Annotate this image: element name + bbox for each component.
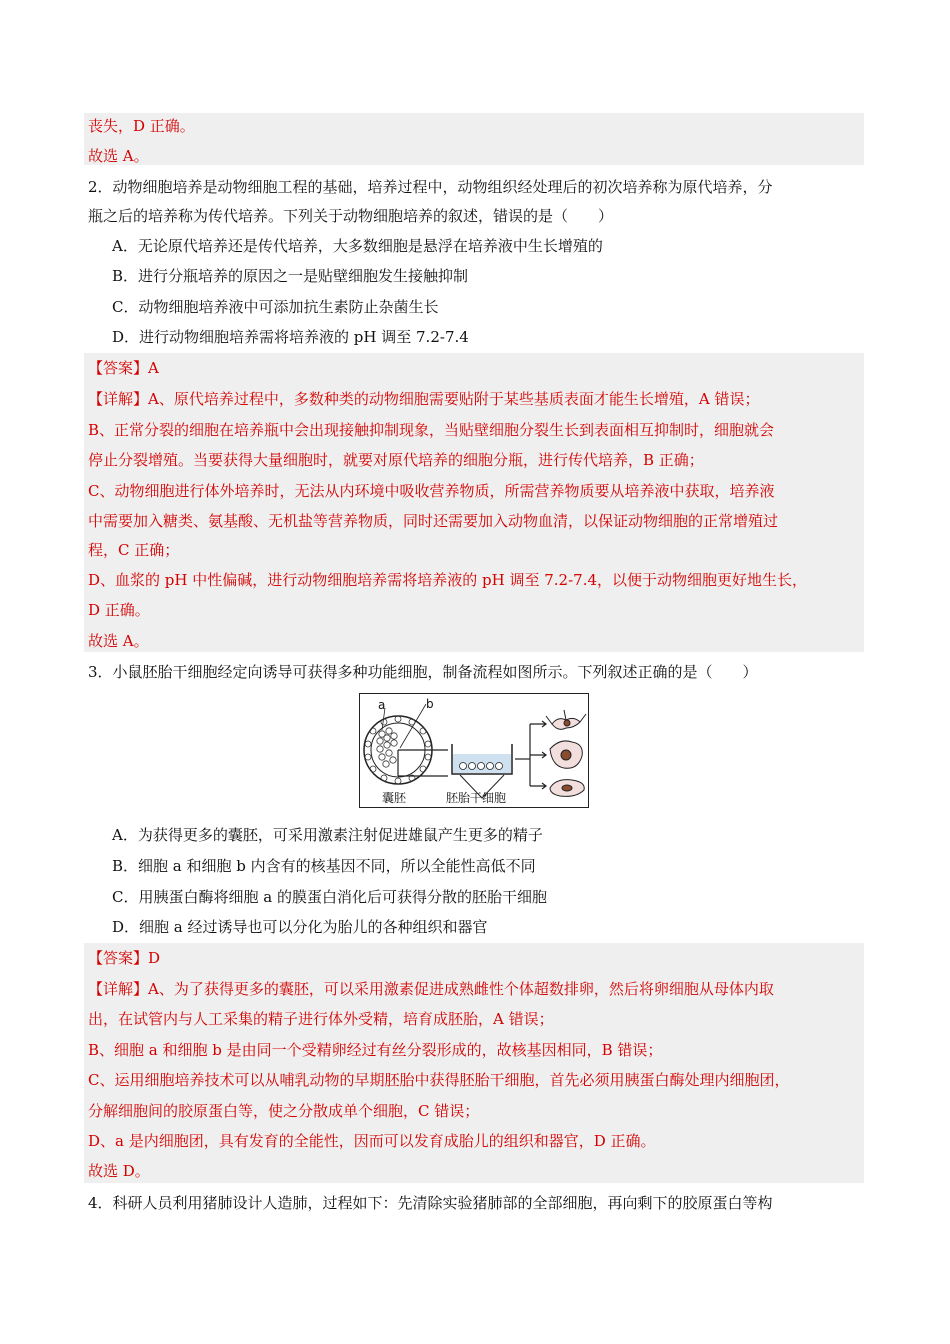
- q2-stem-line-1: 2．动物细胞培养是动物细胞工程的基础，培养过程中，动物组织经处理后的初次培养称为原代培养，分: [88, 178, 773, 196]
- q3-conclusion: 故选 D。: [88, 1162, 150, 1180]
- q3-explain-line: B、细胞 a 和细胞 b 是由同一个受精卵经过有丝分裂形成的，故核基因相同，B 错误；: [88, 1041, 663, 1059]
- q2-explain-line: 停止分裂增殖。当要获得大量细胞时，就要对原代培养的细胞分瓶，进行传代培养，B 正确；: [88, 451, 704, 469]
- q2-explain-line: 程，C 正确；: [88, 541, 180, 559]
- q2-stem-line-2: 瓶之后的培养称为传代培养。下列关于动物细胞培养的叙述，错误的是（ ）: [88, 207, 614, 225]
- label-b: b: [426, 697, 434, 711]
- q2-explain-line: 【详解】A、原代培养过程中，多数种类的动物细胞需要贴附于某些基质表面才能生长增殖，A 错误；: [88, 390, 760, 408]
- q2-explain-line: 中需要加入糖类、氨基酸、无机盐等营养物质，同时还需要加入动物血清，以保证动物细胞的正常增殖过: [88, 512, 779, 530]
- q2-explain-line: D 正确。: [88, 601, 150, 619]
- q3-option-b: B．细胞 a 和细胞 b 内含有的核基因不同，所以全能性高低不同: [112, 857, 536, 875]
- arrow-to-cell3: [530, 783, 546, 789]
- prev-explain-line: 丧失，D 正确。: [88, 117, 195, 135]
- label-a: a: [378, 698, 386, 712]
- q2-option-b: B．进行分瓶培养的原因之一是贴壁细胞发生接触抑制: [112, 267, 469, 285]
- inner-cell-mass: [377, 728, 397, 767]
- q3-option-a: A．为获得更多的囊胚，可采用激素注射促进雄鼠产生更多的精子: [112, 826, 543, 844]
- q2-explain-line: B、正常分裂的细胞在培养瓶中会出现接触抑制现象，当贴壁细胞分裂生长到表面相互抑制时，细胞就会: [88, 421, 775, 439]
- arrow-to-neuron: [530, 721, 546, 727]
- q3-option-c: C．用胰蛋白酶将细胞 a 的膜蛋白消化后可获得分散的胚胎干细胞: [112, 888, 547, 906]
- q2-explain-line: D、血浆的 pH 中性偏碱，进行动物细胞培养需将培养液的 pH 调至 7.2-7.4，以便于动物细胞更好地生长，: [88, 571, 808, 589]
- q3-explain-line: 出，在试管内与人工采集的精子进行体外受精，培育成胚胎，A 错误；: [88, 1010, 554, 1028]
- q2-option-a: A．无论原代培养还是传代培养，大多数细胞是悬浮在培养液中生长增殖的: [112, 237, 603, 255]
- flat-cell: [550, 780, 584, 797]
- stem-cells: [460, 763, 503, 770]
- q3-explain-line: 【详解】A、为了获得更多的囊胚，可以采用激素促进成熟雌性个体超数排卵，然后将卵细胞从母体内取: [88, 980, 774, 998]
- q3-answer: 【答案】D: [88, 949, 161, 967]
- caption-blastocyst: 囊胚: [382, 791, 407, 805]
- q3-stem: 3．小鼠胚胎干细胞经定向诱导可获得多种功能细胞，制备流程如图所示。下列叙述正确的是（ ）: [88, 663, 758, 681]
- arrow-to-cell2: [530, 752, 546, 758]
- q2-explain-line: C、动物细胞进行体外培养时，无法从内环境中吸收营养物质，所需营养物质要从培养液中获取，培养液: [88, 482, 775, 500]
- q3-explain-line: D、a 是内细胞团，具有发育的全能性，因而可以发育成胎儿的组织和器官，D 正确。: [88, 1132, 656, 1150]
- q4-stem: 4．科研人员利用猪肺设计人造肺，过程如下：先清除实验猪肺部的全部细胞，再向剩下的胶原蛋白等构: [88, 1194, 773, 1212]
- embryo-stem-cell-figure: [359, 693, 589, 808]
- caption-stem-cell: 胚胎干细胞: [446, 791, 507, 805]
- q2-option-c: C．动物细胞培养液中可添加抗生素防止杂菌生长: [112, 298, 439, 316]
- q2-answer: 【答案】A: [88, 359, 159, 377]
- stellate-cell: [550, 741, 582, 768]
- q3-option-d: D．细胞 a 经过诱导也可以分化为胎儿的各种组织和器官: [112, 918, 488, 936]
- prev-conclusion: 故选 A。: [88, 147, 149, 165]
- q2-conclusion: 故选 A。: [88, 632, 149, 650]
- q3-explain-line: C、运用细胞培养技术可以从哺乳动物的早期胚胎中获得胚胎干细胞，首先必须用胰蛋白酶处理内细胞团，: [88, 1071, 790, 1089]
- neuron-cell: [546, 710, 586, 729]
- q2-option-d: D．进行动物细胞培养需将培养液的 pH 调至 7.2-7.4: [112, 328, 469, 346]
- q3-explain-line: 分解细胞间的胶原蛋白等，使之分散成单个细胞，C 错误；: [88, 1102, 480, 1120]
